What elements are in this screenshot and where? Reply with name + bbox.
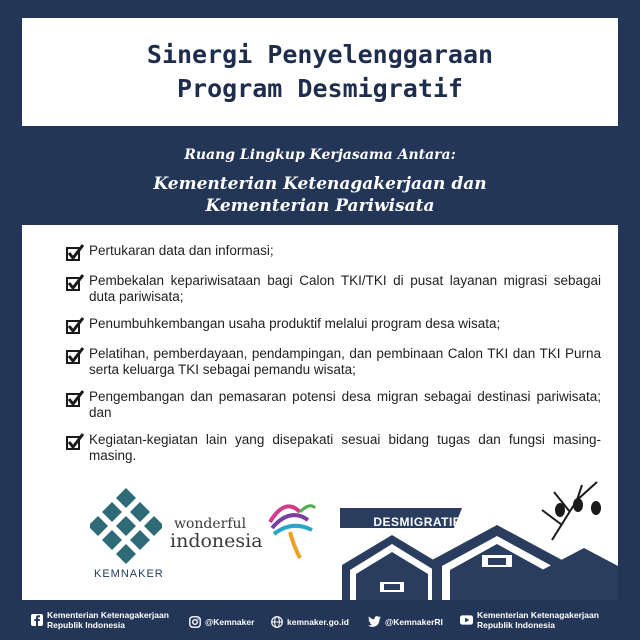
checkbox-checked-icon	[66, 347, 84, 365]
list-item	[66, 346, 601, 378]
youtube-line-1: Kementerian Ketenagakerjaan	[477, 610, 599, 620]
list-item	[66, 243, 601, 262]
checkbox-checked-icon	[66, 433, 84, 451]
youtube-icon	[460, 614, 473, 627]
facebook-icon	[30, 614, 43, 627]
footer-website[interactable]	[270, 615, 349, 628]
facebook-line-1: Kementerian Ketenagakerjaan	[47, 610, 169, 620]
logo-area	[22, 480, 618, 600]
wonderful-text: wonderful	[174, 516, 247, 532]
list-item-text: Pelatihan, pemberdayaan, pendampingan, dan pembinaan Calon TKI dan TKI Purna serta keluarga TKI sebagai pemandu wisata;	[89, 346, 601, 377]
garuda-icon	[260, 492, 320, 562]
footer-youtube[interactable]	[460, 610, 599, 630]
list-item	[66, 273, 601, 305]
village-illustration	[322, 480, 618, 600]
footer-instagram[interactable]	[188, 615, 254, 628]
list-item-text: Pembekalan kepariwisataan bagi Calon TKI/TKI di pusat layanan migrasi sebagai duta pariwisata;	[89, 273, 601, 304]
title-line-2: Program Desmigratif	[177, 74, 463, 103]
youtube-line-2: Republik Indonesia	[477, 620, 555, 630]
footer-facebook[interactable]	[30, 610, 169, 630]
title-line-1: Sinergi Penyelenggaraan	[146, 40, 494, 69]
checkbox-checked-icon	[66, 317, 84, 335]
checkbox-checked-icon	[66, 244, 84, 262]
cooperation-list	[66, 243, 601, 475]
list-item-text: Pengembangan dan pemasaran potensi desa migran sebagai destinasi pariwisata; dan	[89, 389, 601, 420]
ministries-line-1: Kementerian Ketenagakerjaan dan	[153, 174, 487, 194]
footer	[0, 604, 640, 640]
list-item-text: Kegiatan-kegiatan lain yang disepakati sesuai bidang tugas dan fungsi masing-masing.	[89, 432, 601, 463]
twitter-handle: @KemnakerRI	[385, 616, 443, 627]
list-item	[66, 316, 601, 335]
desmigratif-banner: DESMIGRATIF	[373, 515, 461, 529]
ministries-title	[0, 173, 640, 217]
list-item-text: Pertukaran data dan informasi;	[89, 243, 274, 258]
checkbox-checked-icon	[66, 274, 84, 292]
instagram-icon	[188, 615, 201, 628]
indonesia-text: indonesia	[170, 530, 263, 552]
kemnaker-logo	[90, 486, 162, 566]
checkbox-checked-icon	[66, 390, 84, 408]
facebook-line-2: Republik Indonesia	[47, 620, 125, 630]
website-url: kemnaker.go.id	[287, 616, 349, 627]
list-item	[66, 389, 601, 421]
content-panel	[22, 225, 618, 600]
list-item	[66, 432, 601, 464]
list-item-text: Penumbuhkembangan usaha produktif melalui program desa wisata;	[89, 316, 501, 331]
scope-label: Ruang Lingkup Kerjasama Antara:	[184, 147, 456, 163]
title-box	[22, 18, 618, 126]
instagram-handle: @Kemnaker	[205, 616, 255, 627]
kemnaker-label: KEMNAKER	[94, 568, 164, 580]
ministries-line-2: Kementerian Pariwisata	[205, 196, 435, 216]
twitter-icon	[368, 615, 381, 628]
globe-icon	[270, 615, 283, 628]
footer-twitter[interactable]	[368, 615, 443, 628]
